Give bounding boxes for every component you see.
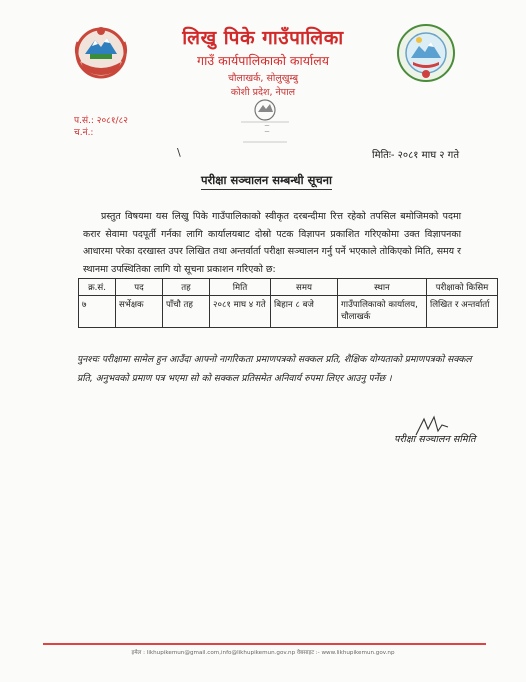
notice-body: प्रस्तुत विषयमा यस लिखु पिके गाउँपालिकाको स्वीकृत दरबन्दीमा रित्त रहेको तपसिल बमोजिमको पदमा करार सेवामा पदपूर्ती गर्नका लागि कार्यालयबाट दोस्रो पटक विज्ञापन प्रकाशित गरिएकोमा उक्त विज्ञापनका आधारमा परेका दरखास्त उपर लिखित तथा अन्तर्वार्ता परीक्षा सञ्चालन गर्नु पर्ने भएकाले तोकिएको मिति, समय र स्थानमा उपस्थितिका लागि यो सूचना प्रकाशन गरिएको छ: (83, 211, 461, 275)
signatory: परीक्षा सञ्चालन समिति (394, 434, 476, 445)
tick-mark: \ (177, 146, 181, 159)
col-time: समय (271, 279, 338, 296)
cell-level: पाँचौ तह (163, 296, 210, 328)
cell-exam-type: लिखित र अन्तर्वार्ता (427, 296, 498, 328)
cell-time: बिहान ८ बजे (271, 296, 338, 328)
notice-subject: परीक्षा सञ्चालन सम्बन्धी सूचना (201, 173, 332, 190)
col-date: मिति (210, 279, 271, 296)
cell-serial: ७ (79, 296, 116, 328)
cell-post: सर्भेक्षक (116, 296, 163, 328)
reference-number: प.सं.: २०८१/८२ (74, 116, 128, 126)
col-post: पद (116, 279, 163, 296)
table-row (79, 296, 498, 328)
office-name: गाउँ कार्यपालिकाको कार्यालय (197, 53, 329, 68)
col-level: तह (163, 279, 210, 296)
issue-date: मितिः- २०८१ माघ २ गते (372, 150, 460, 161)
address-line-2: कोशी प्रदेश, नेपाल (230, 87, 296, 98)
municipality-title: लिखु पिके गाउँपालिका (182, 27, 344, 49)
cell-venue: गाउँपालिकाको कार्यालय, चौलाखर्क (338, 296, 427, 328)
footer-rule (43, 643, 486, 645)
dispatch-number: च.नं.: (74, 128, 94, 138)
table-header-row (79, 279, 498, 296)
address-line-1: चौलाखर्क, सोलुखुम्बु (227, 73, 299, 84)
exam-schedule-table (78, 278, 498, 328)
col-exam-type: परीक्षाको किसिम (427, 279, 498, 296)
col-venue: स्थान (338, 279, 427, 296)
cell-date: २०८१ माघ ४ गते (210, 296, 271, 328)
postscript-note: पुनश्चः परीक्षामा सामेल हुन आउँदा आफ्नो नागरिकता प्रमाणपत्रको सक्कल प्रति, शैक्षिक योग्यताको प्रमाणपत्रको सक्कल प्रति, अनुभवको प्रमाण पत्र भएमा सो को सक्कल प्रतिसमेत अनिवार्य रुपमा लिएर आउनु पर्नेछ । (77, 354, 472, 384)
col-serial: क्र.सं. (79, 279, 116, 296)
stamp-text: — — — (264, 117, 270, 135)
footer-contact: इमेल : likhupikemun@gmail.com,info@likhupikemun.gov.np वेबसाइट :- www.likhupikemun.gov.np (131, 650, 395, 656)
